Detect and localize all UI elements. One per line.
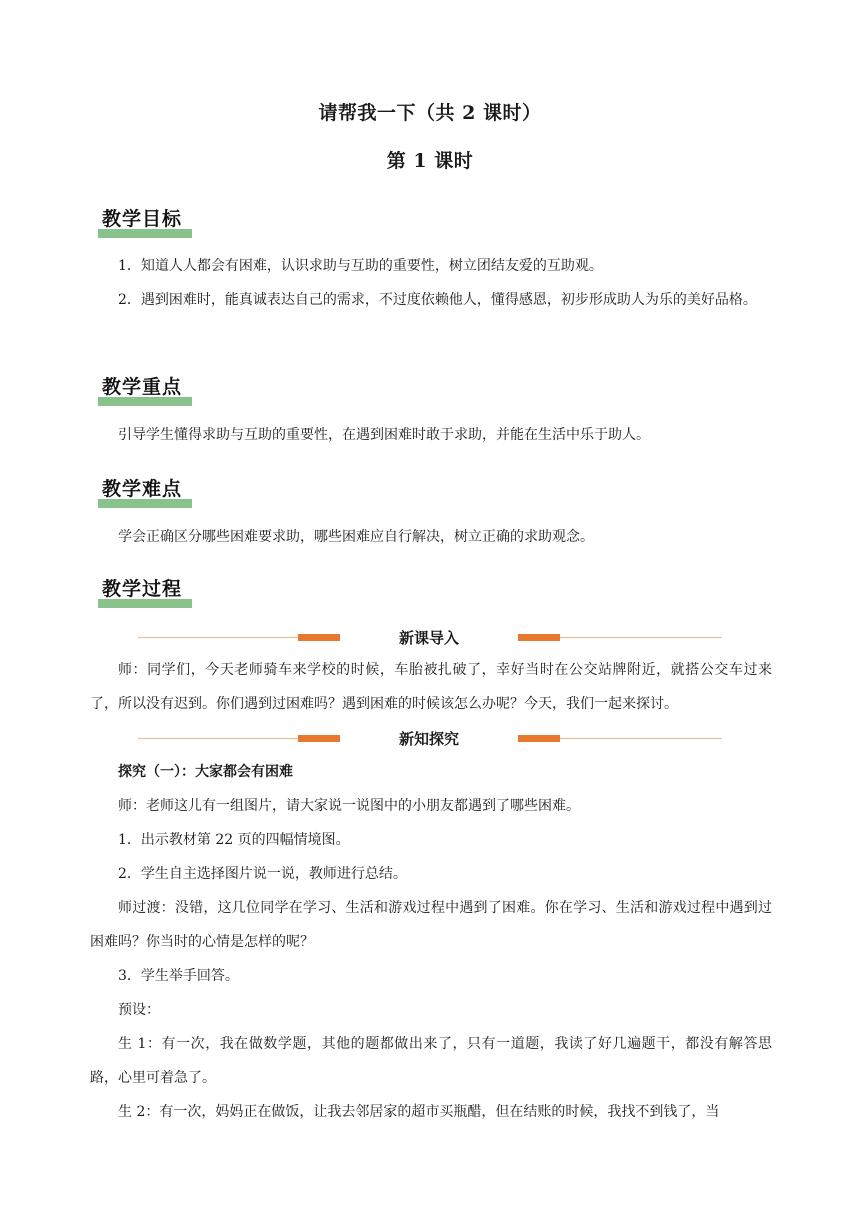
divider-line-left (138, 738, 298, 739)
section-heading-text: 教学难点 (102, 478, 183, 500)
student-answer-1: 生 1：有一次，我在做数学题，其他的题都做出来了，只有一道题，我读了好几遍题干，都没有解答思路，心里可着急了。 (90, 1036, 772, 1086)
focus-text: 引导学生懂得求助与互助的重要性，在遇到困难时敢于求助，并能在生活中乐于助人。 (118, 427, 650, 443)
teacher-transition: 师过渡：没错，这几位同学在学习、生活和游戏过程中遇到了困难。你在学习、生活和游戏过程中遇到过困难吗？你当时的心情是怎样的呢？ (90, 900, 772, 950)
goal-item-2: 2．遇到困难时，能真诚表达自己的需求，不过度依赖他人，懂得感恩，初步形成助人为乐的美好品格。 (118, 292, 757, 308)
divider-block-left (298, 735, 340, 742)
step-1: 1．出示教材第 22 页的四幅情境图。 (118, 832, 350, 848)
step-3: 3．学生举手回答。 (118, 968, 239, 984)
page-subtitle: 第 1 课时 (386, 150, 474, 172)
teacher-line-1: 师：老师这儿有一组图片，请大家说一说图中的小朋友都遇到了哪些困难。 (118, 798, 580, 814)
divider-block-right (518, 634, 560, 641)
section-heading-goals (98, 204, 194, 238)
divider-label: 新课导入 (398, 629, 459, 647)
divider-label: 新知探究 (398, 730, 459, 748)
section-heading-focus (98, 372, 194, 406)
section-heading-text: 教学过程 (102, 578, 183, 600)
step-2: 2．学生自主选择图片说一说，教师进行总结。 (118, 866, 407, 882)
intro-paragraph: 师：同学们，今天老师骑车来学校的时候，车胎被扎破了，幸好当时在公交站牌附近，就搭公交车过来了，所以没有迟到。你们遇到过困难吗？遇到困难的时候该怎么办呢？今天，我们一起来探讨。 (90, 662, 772, 712)
preset-label: 预设： (118, 1002, 160, 1018)
section-heading-process (98, 574, 194, 608)
divider-new-knowledge (138, 727, 722, 751)
goal-item-1: 1．知道人人都会有困难，认识求助与互助的重要性，树立团结友爱的互助观。 (118, 258, 603, 274)
divider-line-right (560, 738, 722, 739)
divider-block-right (518, 735, 560, 742)
explore-heading: 探究（一）：大家都会有困难 (118, 764, 293, 780)
divider-line-left (138, 637, 298, 638)
difficulty-text: 学会正确区分哪些困难要求助，哪些困难应自行解决，树立正确的求助观念。 (118, 529, 594, 545)
section-heading-text: 教学重点 (102, 376, 183, 398)
divider-block-left (298, 634, 340, 641)
divider-line-right (560, 637, 722, 638)
page-title: 请帮我一下（共 2 课时） (318, 102, 542, 124)
divider-intro (138, 626, 722, 650)
student-answer-2: 生 2：有一次，妈妈正在做饭，让我去邻居家的超市买瓶醋，但在结账的时候，我找不到钱了，当 (118, 1104, 720, 1120)
section-heading-text: 教学目标 (102, 208, 183, 230)
section-heading-difficulty (98, 474, 194, 508)
